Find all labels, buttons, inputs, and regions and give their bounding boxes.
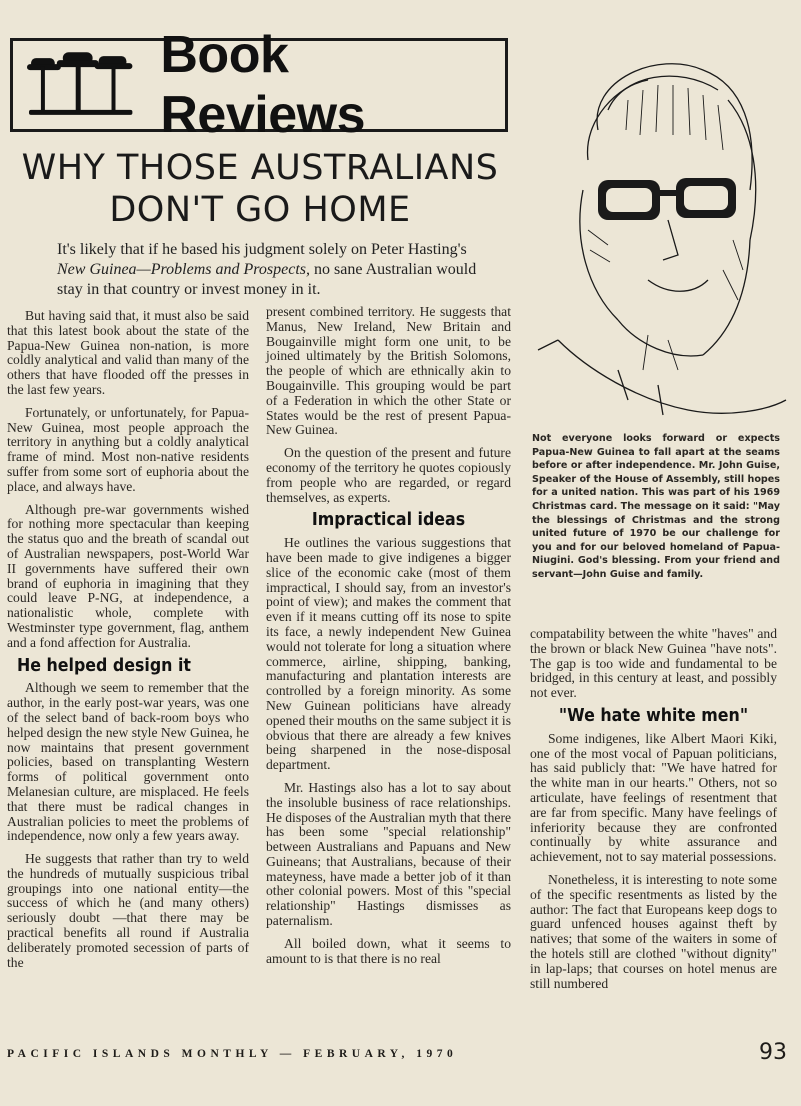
paragraph: But having said that, it must also be said that this latest book about the state of the Papua-New Guinea non-nation, is more coldly analytical and valid than many of the others that have flooded off the presses in the last few years.	[7, 308, 249, 397]
paragraph: All boiled down, what it seems to amount to is that there is no real	[266, 935, 511, 966]
subheading-impractical-ideas: Impractical ideas	[311, 509, 466, 531]
headline-line-2: DON'T GO HOME	[109, 190, 411, 230]
deck-text-start: It's likely that if he based his judgment solely on Peter Hasting's	[57, 241, 467, 258]
book-title: New Guinea—Problems and Prospects,	[57, 261, 311, 278]
paragraph: compatability between the white "haves" and the brown or black New Guinea "have nots". The gap is too wide and fundamental to be bridged, in this century at least, and possibly not ever.	[530, 626, 777, 701]
headline-line-1: WHY THOSE AUSTRALIANS	[21, 148, 499, 188]
paragraph: On the question of the present and future economy of the territory he quotes copiously from people who are regarded, or regard themselves, as experts.	[266, 445, 511, 505]
publication-line: PACIFIC ISLANDS MONTHLY — FEBRUARY, 1970	[7, 1048, 458, 1060]
deck-text-end: no sane Australian would stay in that country or invest money in it.	[57, 261, 477, 298]
illustration-caption: Not everyone looks forward or expects Papua-New Guinea to fall apart at the seams before or after independence. Mr. John Guise, Speaker of the House of Assembly, still hopes for a united nation. This was part of his 1969 Christmas card. The message on it said: "May the blessings of Christmas and the strong united future of 1970 be our challenge for you and for our beloved homeland of Papua-Niugini. God's blessing. From your friend and servant—John Guise and family.	[532, 433, 780, 580]
portrait-sketch-illustration	[528, 40, 790, 425]
subheading-we-hate-white-men: "We hate white men"	[558, 704, 749, 726]
palm-trees-icon	[27, 50, 136, 120]
paragraph: Some indigenes, like Albert Maori Kiki, one of the most vocal of Papuan politicians, has said publicly that: "We have hatred for the white man in our hearts." Others, not so articulate, have feelings of resentment that are far from specific. Many have feelings of inferiority because they are confronted continually by white assurance and achievement, not to say material possessions.	[530, 730, 777, 865]
page-number: 93	[759, 1040, 787, 1065]
section-header-box	[10, 26, 508, 144]
subheading-he-helped-design-it: He helped design it	[17, 654, 191, 676]
paragraph: Nonetheless, it is interesting to note some of the specific resentments as listed by the author: The fact that Europeans keep dogs to guard unfenced houses against theft by natives; that some of the waiters in some of the hotels still are clothed "without dignity" in lap-laps; that courses on hotel menus are still numbered	[530, 871, 777, 991]
article-column-3	[530, 627, 777, 999]
article-deck	[57, 240, 477, 300]
paragraph: Fortunately, or unfortunately, for Papua-New Guinea, most people approach the territory in anything but a coldly analytical frame of mind. Most non-native residents suffer from some sort of euphoria about the place, and always have.	[7, 404, 249, 494]
paragraph: Mr. Hastings also has a lot to say about the insoluble business of race relationships. He disposes of the Australian myth that there has been some "special relationship" between Australians and Papuans and New Guineans; that Australians, because of their mateyness, have made a better job of it than other colonial powers. Most of this "special relationship" Hastings dismisses as paternalism.	[266, 779, 512, 929]
paragraph: Although pre-war governments wished for nothing more spectacular than keeping the status quo and the breath of scandal out of Australian newspapers, post-World War II governments have suffered their own brand of euphoria in imagining that they could leave P-NG, at independence, a nationalistic whole, complete with Westminster type government, flag, anthem and a fond affection for Australia.	[7, 501, 249, 650]
article-column-2	[266, 305, 511, 974]
section-title: Book Reviews	[160, 26, 366, 144]
article-column-1	[7, 309, 249, 978]
paragraph: Although we seem to remember that the author, in the early post-war years, was one of the select band of back-room boys who helped design the new style New Guinea, he now maintains that present government policies, based on transplanting Western forms of political government onto Melanesian culture, are misplaced. He feels that there must be radical changes in Australian policies to meet the problems of independence, now only a few years away.	[7, 680, 249, 844]
paragraph: He outlines the various suggestions that have been made to give indigenes a bigger slice of the economic cake (most of them impractical, I should say, from an investor's point of view); and makes the comment that even if it means cutting off its nose to spite its face, a newly independent New Guinea would not tolerate for long a situation where commerce, airline, shipping, banking, manufacturing and plantation interests are controlled by a foreign minority. As some New Guinean politicians have already opened their mouths on the same subject it is obvious that there are already a few knives being sharpened in the nose-disposal department.	[266, 535, 511, 773]
paragraph: present combined territory. He suggests that Manus, New Ireland, New Britain and Bougainville might form one unit, to be joined ultimately by the British Solomons, the people of which are ethnically akin to Bougainville. This grouping would be part of a Federation in which the other State or States would be the rest of present Papua-New Guinea.	[266, 304, 511, 438]
page-footer	[7, 1040, 787, 1068]
paragraph: He suggests that rather than try to weld the hundreds of mutually suspicious tribal groupings into one national entity—the success of which he (and many others) seriously doubt —that there may be practical benefits all round if Australia deliberately promoted secession of parts of the	[7, 851, 249, 970]
